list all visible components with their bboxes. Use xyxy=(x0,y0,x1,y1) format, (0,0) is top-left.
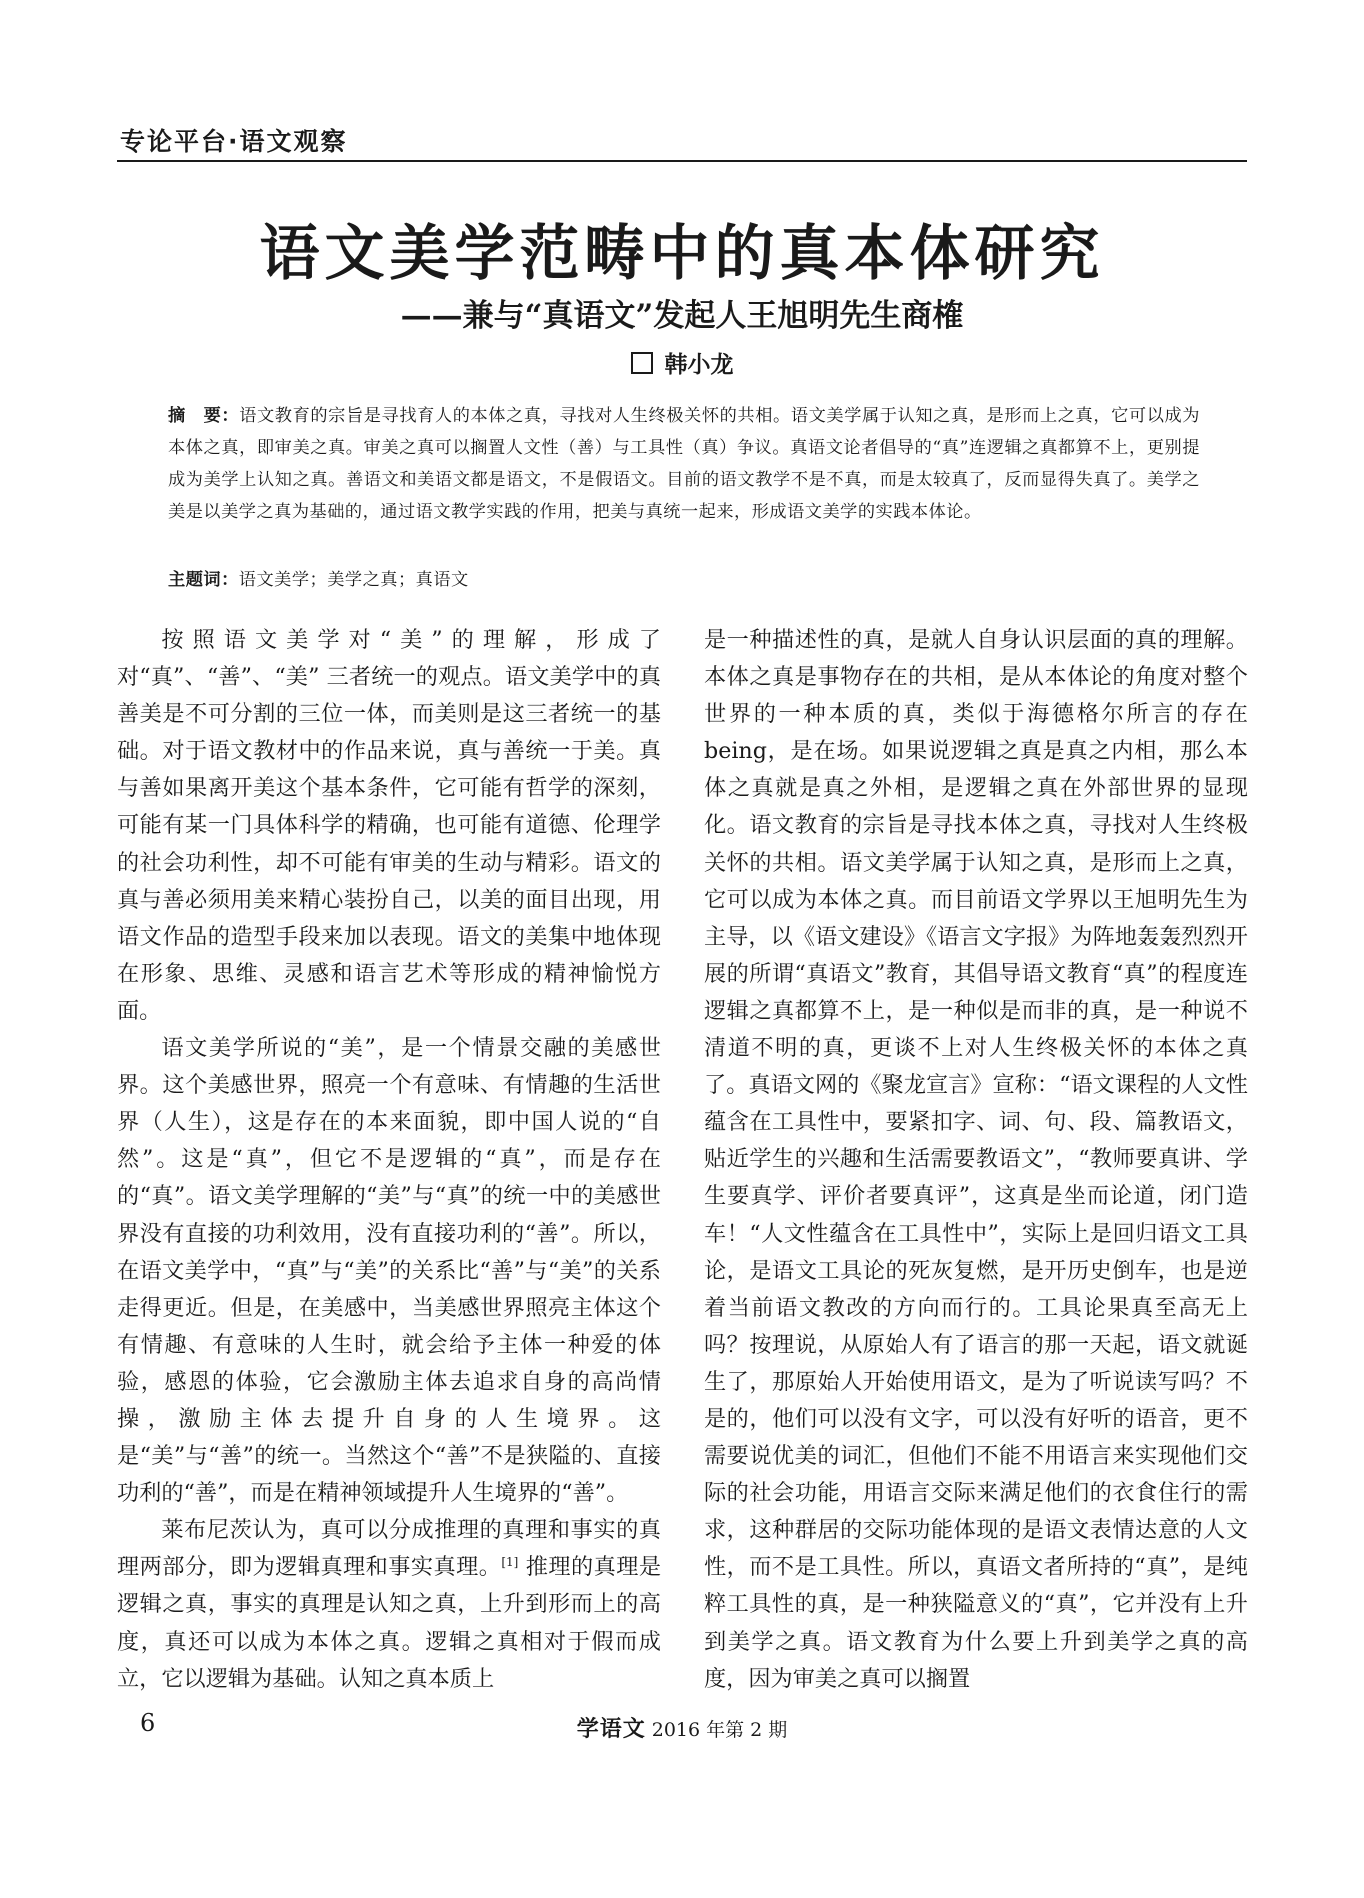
abstract-text: 语文教育的宗旨是寻找育人的本体之真，寻找对人生终极关怀的共相。语文美学属于认知之真，是形而上之真，它可以成为本体之真，即审美之真。审美之真可以搁置人文性（善）与工具性（真）争议。真语文论者倡导的“真”连逻辑之真都算不上，更别提成为美学上认知之真。善语文和美语文都是语文，不是假语文。目前的语文教学不是不真，而是太较真了，反而显得失真了。美学之美是以美学之真为基础的，通过语文教学实践的作用，把美与真统一起来，形成语文美学的实践本体论。 xyxy=(168,406,1200,522)
keywords-text: 语文美学；美学之真；真语文 xyxy=(238,570,469,590)
running-header xyxy=(117,120,1247,162)
body-paragraph: 是一种描述性的真，是就人自身认识层面的真的理解。本体之真是事物存在的共相，是从本体论的角度对整个世界的一种本质的真，类似于海德格尔所言的存在 being，是在场。如果说逻辑之真是真之内相，那么本体之真就是真之外相，是逻辑之真在外部世界的显现化。语文教育的宗旨是寻找本体之真，寻找对人生终极关怀的共相。语文美学属于认知之真，是形而上之真，它可以成为本体之真。而目前语文学界以王旭明先生为主导，以《语文建设》《语言文字报》为阵地轰轰烈烈开展的所谓“真语文”教育，其倡导语文教育“真”的程度连逻辑之真都算不上，是一种似是而非的真，是一种说不清道不明的真，更谈不上对人生终极关怀的本体之真了。真语文网的《聚龙宣言》宣称：“语文课程的人文性蕴含在工具性中，要紧扣字、词、句、段、篇教语文，贴近学生的兴趣和生活需要教语文”，“教师要真讲、学生要真学、评价者要真评”，这真是坐而论道，闭门造车！“人文性蕴含在工具性中”，实际上是回归语文工具论，是语文工具论的死灰复燃，是开历史倒车，也是逆着当前语文教改的方向而行的。工具论果真至高无上吗？按理说，从原始人有了语言的那一天起，语文就诞生了，那原始人开始使用语文，是为了听说读写吗？不是的，他们可以没有文字，可以没有好听的语音，更不需要说优美的词汇，但他们不能不用语言来实现他们交际的社会功能，用语言交际来满足他们的衣食住行的需求，这种群居的交际功能体现的是语文表情达意的人文性，而不是工具性。所以，真语文者所持的“真”，是纯粹工具性的真，是一种狭隘意义的“真”，它并没有上升到美学之真。语文教育为什么要上升到美学之真的高度，因为审美之真可以搁置 xyxy=(704,627,1248,1692)
paragraph-text: 莱布尼茨认为，真可以分成推理的真理和事实的真理两部分，即为逻辑真理和事实真理。 xyxy=(117,1517,661,1581)
page-number: 6 xyxy=(140,1709,156,1737)
citation-ref[interactable]: [1] xyxy=(501,1555,519,1570)
body-column-left xyxy=(117,622,661,1698)
body-paragraph: 语文美学所说的“美”，是一个情景交融的美感世界。这个美感世界，照亮一个有意味、有情趣的生活世界（人生），这是存在的本来面貌，即中国人说的“自然”。这是“真”，但它不是逻辑的“真”，而是存在的“真”。语文美学理解的“美”与“真”的统一中的美感世界没有直接的功利效用，没有直接功利的“善”。所以，在语文美学中，“真”与“美”的关系比“善”与“美”的关系走得更近。但是，在美感中，当美感世界照亮主体这个有情趣、有意味的人生时，就会给予主体一种爱的体验，感恩的体验，它会激励主体去追求自身的高尚情操，激励主体去提升自身的人生境界。这是“美”与“善”的统一。当然这个“善”不是狭隘的、直接功利的“善”，而是在精神领域提升人生境界的“善”。 xyxy=(117,1035,661,1507)
article-title: 语文美学范畴中的真本体研究 xyxy=(259,219,1105,289)
body-paragraph: 按照语文美学对“美”的理解，形成了对“真”、“善”、“美” 三者统一的观点。语文美学中的真善美是不可分割的三位一体，而美则是这三者统一的基础。对于语文教材中的作品来说，真与善统一于美。真与善如果离开美这个基本条件，它可能有哲学的深刻，可能有某一门具体科学的精确，也可能有道德、伦理学的社会功利性，却不可能有审美的生动与精彩。语文的真与善必须用美来精心装扮自己，以美的面目出现，用语文作品的造型手段来加以表现。语文的美集中地体现在形象、思维、灵感和语言艺术等形成的精神愉悦方面。 xyxy=(117,627,661,1024)
author-name: 韩小龙 xyxy=(664,352,734,378)
keywords-label: 主题词： xyxy=(168,570,239,590)
keywords xyxy=(168,564,1200,596)
body-paragraph xyxy=(117,1512,661,1697)
abstract xyxy=(168,400,1200,528)
square-icon xyxy=(631,352,653,374)
journal-footer xyxy=(0,1712,1364,1743)
journal-issue: 2016 年第 2 期 xyxy=(645,1719,788,1741)
body-column-right xyxy=(704,622,1248,1698)
article-subtitle: ——兼与“真语文”发起人王旭明先生商榷 xyxy=(400,298,964,334)
journal-name: 学语文 xyxy=(576,1716,646,1742)
paragraph-text: 推理的真理是逻辑之真，事实的真理是认知之真，上升到形而上的高度，真还可以成为本体之真。逻辑之真相对于假而成立，它以逻辑为基础。认知之真本质上 xyxy=(117,1554,662,1692)
section-label: 专论平台·语文观察 xyxy=(120,127,348,156)
abstract-label: 摘 要： xyxy=(168,406,240,426)
author-line xyxy=(0,346,1364,379)
